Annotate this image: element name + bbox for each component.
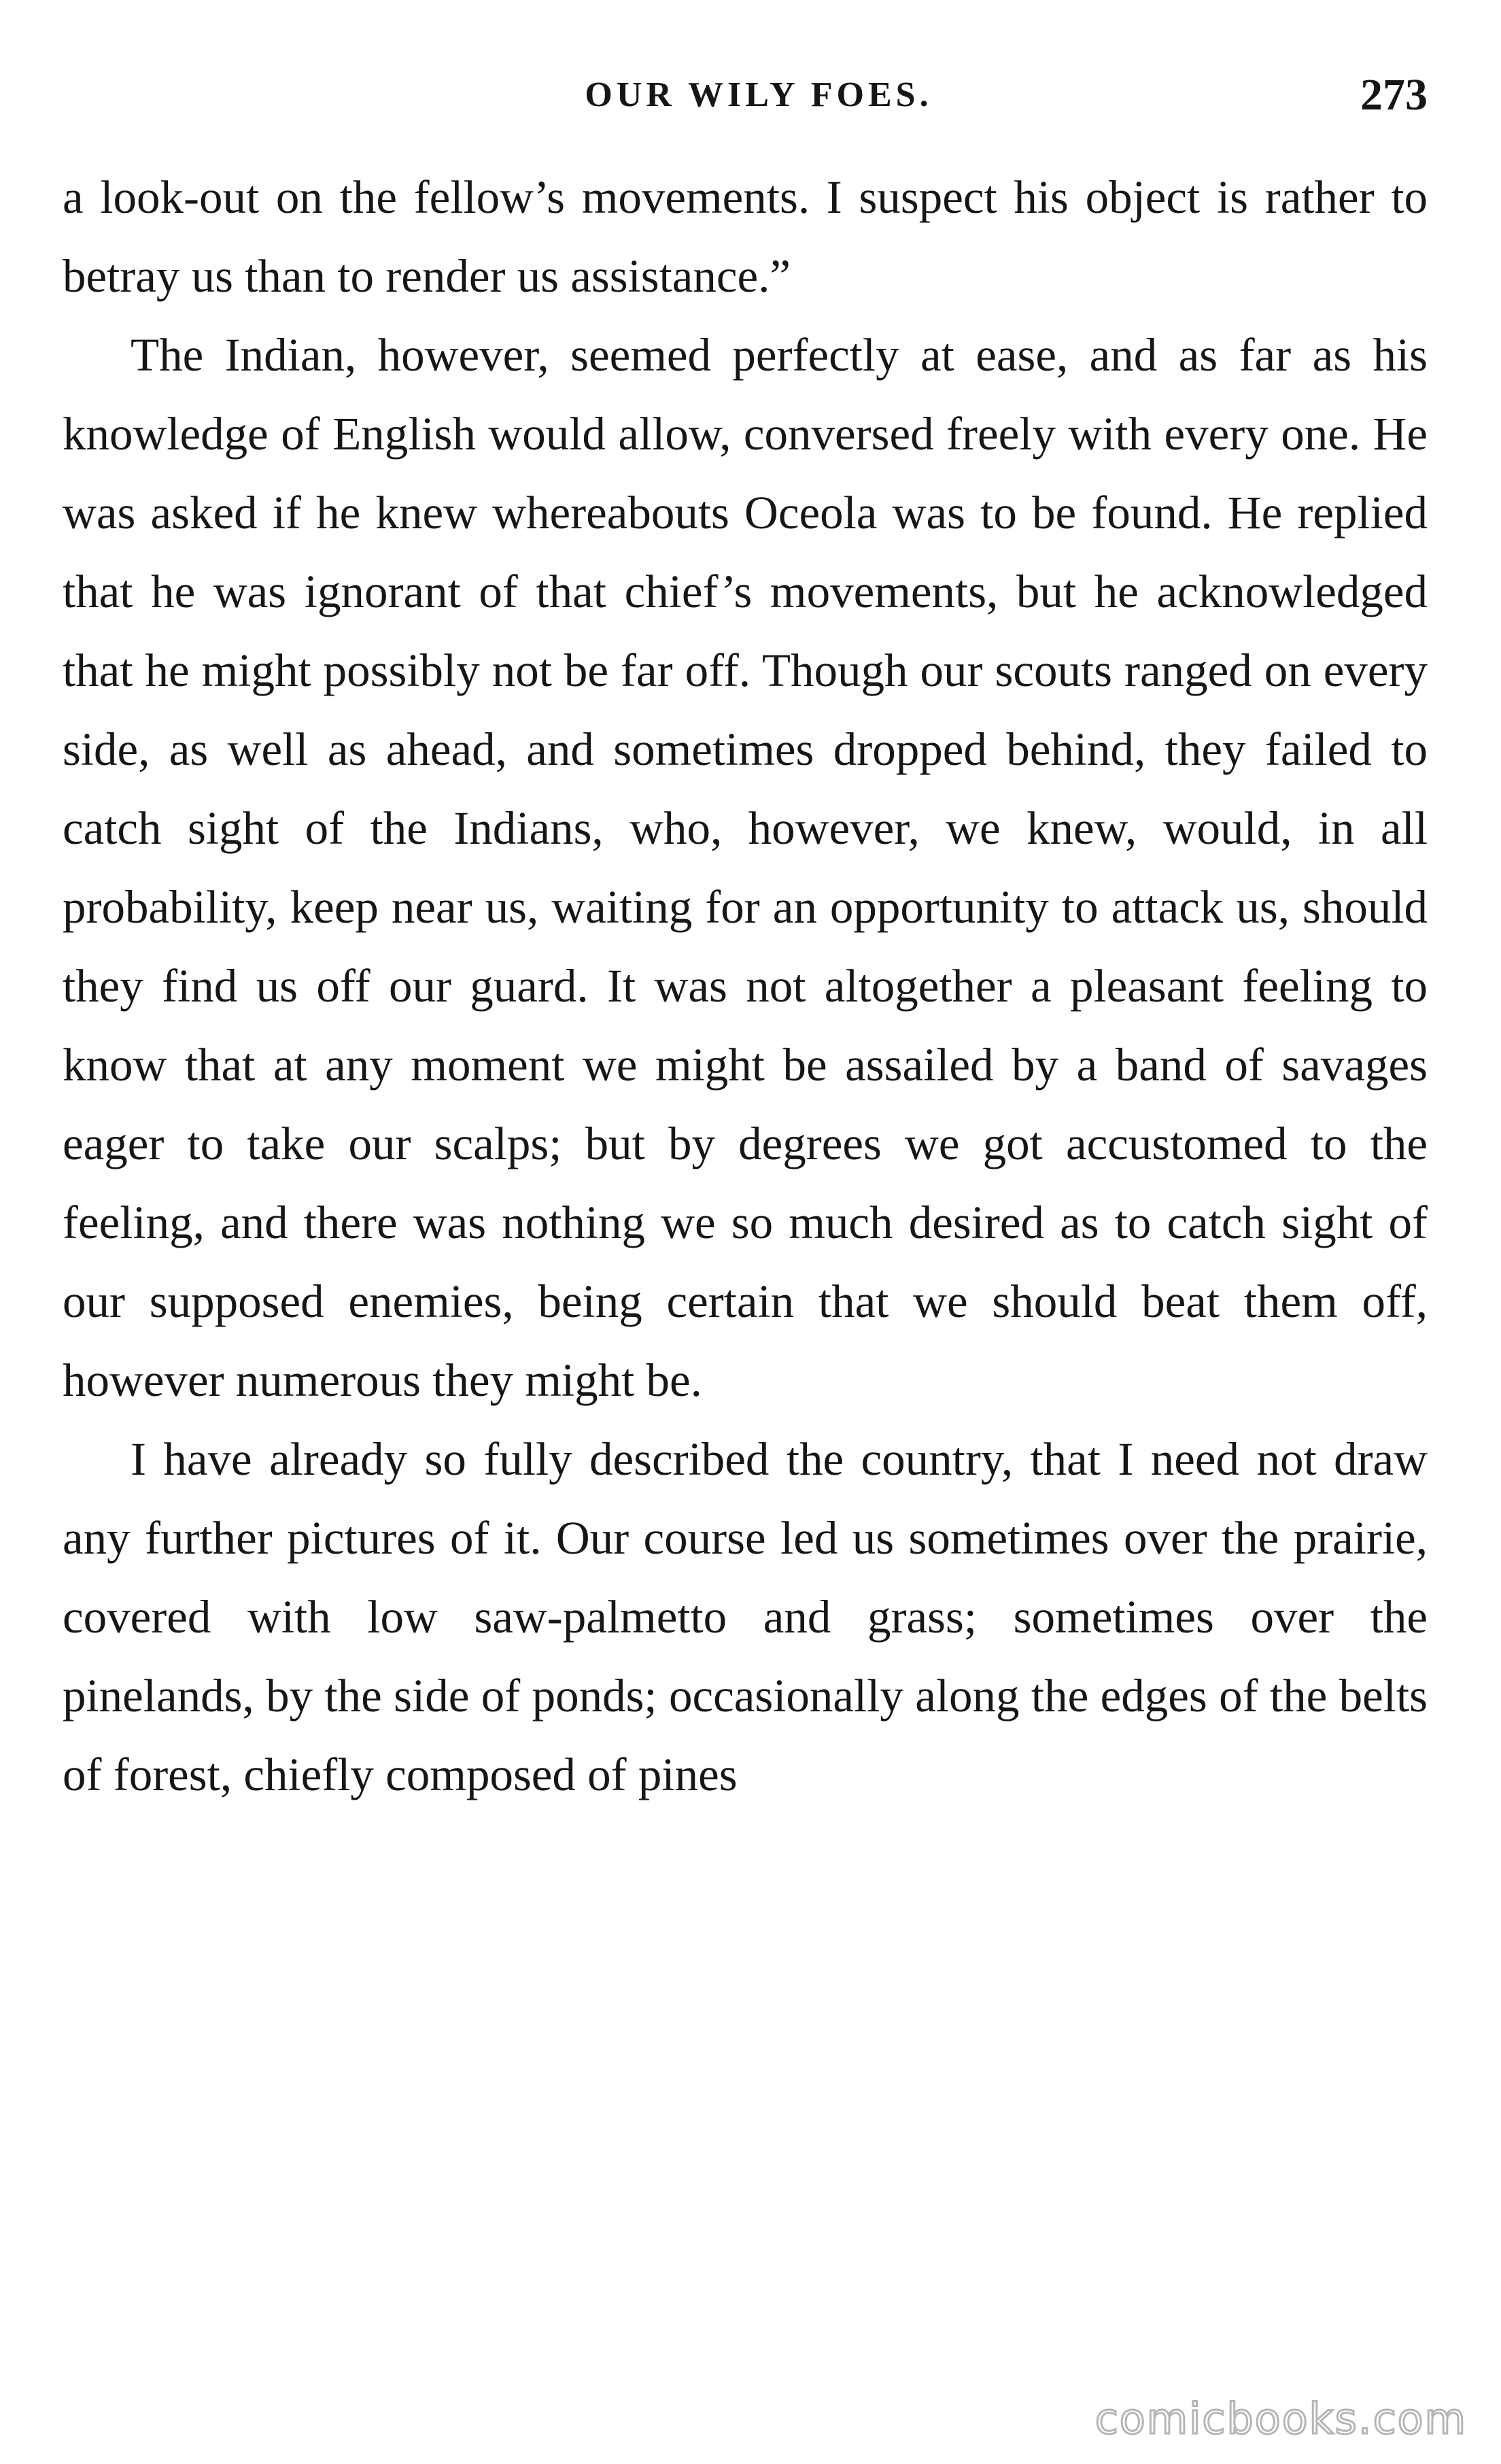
watermark: comicbooks.com [1094,2394,1467,2444]
paragraph-continued: a look-out on the fellow’s movements. I suspect his object is rather to betray us than to render us assistance.” [63,171,1428,302]
page-number: 273 [1360,70,1428,120]
body-text [63,158,1428,1814]
running-head [63,68,1428,122]
paragraph: The Indian, however, seemed perfectly at ease, and as far as his knowledge of English would allow, conversed freely with every one. He was asked if he knew whereabouts Oceola was to be found. He replied that he was ignorant of that chief’s movements, but he acknowledged that he might possibly not be far off. Though our scouts ranged on every side, as well as ahead, and sometimes dropped behind, they failed to catch sight of the Indians, who, however, we knew, would, in all probability, keep near us, waiting for an opportunity to attack us, should they find us off our guard. It was not altogether a pleasant feeling to know that at any moment we might be assailed by a band of savages eager to take our scalps; but by degrees we got accustomed to the feeling, and there was nothing we so much desired as to catch sight of our supposed enemies, being certain that we should beat them off, however numerous they might be. [63,329,1428,1406]
running-title: OUR WILY FOES. [585,75,933,114]
paragraph: I have already so fully described the country, that I need not draw any further pictures of it. Our course led us sometimes over the prairie, covered with low saw-palmetto and grass; sometimes over the pinelands, by the side of ponds; occasionally along the edges of the belts of forest, chiefly composed of pines [63,1433,1428,1800]
